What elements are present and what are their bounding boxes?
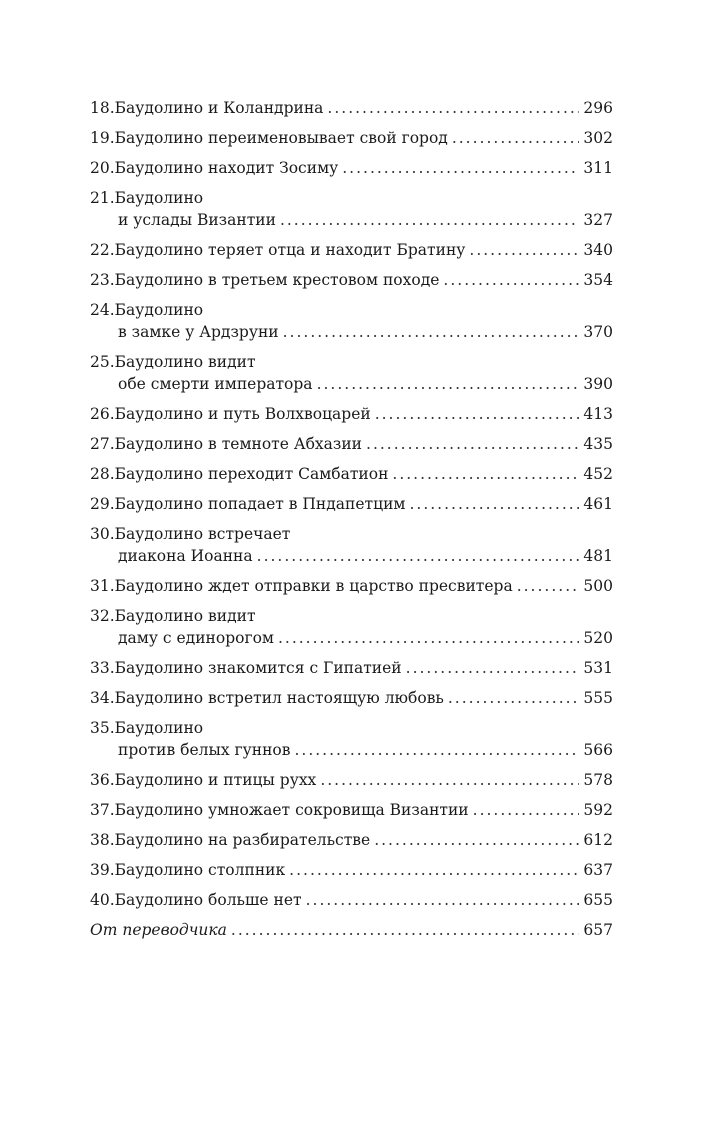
toc-entry[interactable] [90, 799, 613, 821]
dot-leader [257, 545, 580, 567]
toc-entry[interactable] [90, 769, 613, 791]
dot-leader [469, 239, 579, 261]
toc-entry-line [90, 127, 613, 149]
chapter-number: 38. [90, 831, 115, 849]
toc-entry-line [90, 351, 613, 373]
chapter-number: 23. [90, 271, 115, 289]
toc-entry[interactable] [90, 299, 613, 343]
toc-entry-line [90, 209, 613, 231]
page-number: 566 [583, 741, 613, 759]
chapter-title: Баудолино столпник [114, 861, 286, 879]
chapter-title: Баудолино встречает [114, 525, 291, 543]
page-number: 390 [583, 375, 613, 393]
chapter-number: 31. [90, 577, 115, 595]
dot-leader [342, 157, 579, 179]
dot-leader [374, 829, 579, 851]
chapter-title: Баудолино знакомится с Гипатией [114, 659, 402, 677]
page-number: 413 [583, 405, 613, 423]
page-number: 531 [583, 659, 613, 677]
toc-entry-line [90, 799, 613, 821]
chapter-number: 39. [90, 861, 115, 879]
dot-leader [306, 889, 580, 911]
chapter-number: 30. [90, 525, 115, 543]
toc-entry-line [90, 403, 613, 425]
chapter-number: 26. [90, 405, 115, 423]
chapter-number: 18. [90, 99, 115, 117]
dot-leader [283, 321, 580, 343]
chapter-title: Баудолино [114, 719, 204, 737]
toc-entry-line [90, 859, 613, 881]
toc-entry[interactable] [90, 493, 613, 515]
chapter-number: 22. [90, 241, 115, 259]
chapter-title: Баудолино видит [114, 353, 256, 371]
chapter-title: Баудолино умножает сокровища Византии [114, 801, 469, 819]
toc-entry[interactable] [90, 605, 613, 649]
page-number: 311 [583, 159, 613, 177]
toc-entry-line [90, 545, 613, 567]
toc-entry-line [90, 769, 613, 791]
toc-entry[interactable] [90, 463, 613, 485]
page-number: 327 [583, 211, 613, 229]
chapter-number: 24. [90, 301, 115, 319]
dot-leader [473, 799, 580, 821]
toc-entry-line [90, 687, 613, 709]
page-number: 657 [583, 921, 613, 939]
dot-leader [448, 687, 580, 709]
dot-leader [289, 859, 579, 881]
toc-entry-line [90, 889, 613, 911]
toc-entry-line [90, 299, 613, 321]
chapter-title: Баудолино ждет отправки в царство пресвитера [114, 577, 513, 595]
toc-entry[interactable] [90, 187, 613, 231]
toc-entry-line [90, 523, 613, 545]
dot-leader [294, 739, 579, 761]
chapter-number: 27. [90, 435, 115, 453]
toc-entry-line [90, 919, 613, 941]
toc-entry-line [90, 605, 613, 627]
dot-leader [517, 575, 580, 597]
dot-leader [280, 209, 579, 231]
toc-entry[interactable] [90, 239, 613, 261]
toc-entry-line [90, 463, 613, 485]
chapter-title: Баудолино и путь Волхвоцарей [114, 405, 371, 423]
toc-entry[interactable] [90, 829, 613, 851]
toc-entry-line [90, 739, 613, 761]
chapter-number: 20. [90, 159, 115, 177]
dot-leader [406, 657, 580, 679]
chapter-title: Баудолино в третьем крестовом походе [114, 271, 440, 289]
toc-entry[interactable] [90, 717, 613, 761]
toc-entry-line [90, 157, 613, 179]
page-number: 481 [583, 547, 613, 565]
page-number: 637 [583, 861, 613, 879]
dot-leader [327, 97, 579, 119]
chapter-title: Баудолино попадает в Пндапетцим [114, 495, 406, 513]
toc-entry[interactable] [90, 433, 613, 455]
toc-entry[interactable] [90, 859, 613, 881]
page-number: 612 [583, 831, 613, 849]
table-of-contents [90, 97, 613, 949]
chapter-title: обе смерти императора [118, 375, 313, 393]
chapter-number: 35. [90, 719, 115, 737]
toc-entry-line [90, 321, 613, 343]
dot-leader [317, 373, 580, 395]
toc-entry-line [90, 187, 613, 209]
chapter-title: Баудолино переходит Самбатион [114, 465, 389, 483]
chapter-title: Баудолино находит Зосиму [114, 159, 339, 177]
toc-entry-line [90, 239, 613, 261]
chapter-number: 21. [90, 189, 115, 207]
toc-entry-line [90, 657, 613, 679]
toc-entry-line [90, 433, 613, 455]
toc-entry[interactable] [90, 575, 613, 597]
toc-entry[interactable] [90, 657, 613, 679]
chapter-title: Баудолино [114, 301, 204, 319]
chapter-title: в замке у Ардзруни [118, 323, 279, 341]
page-number: 500 [583, 577, 613, 595]
dot-leader [278, 627, 579, 649]
chapter-number: 33. [90, 659, 115, 677]
page-number: 296 [583, 99, 613, 117]
chapter-title: Баудолино больше нет [114, 891, 302, 909]
toc-entry[interactable] [90, 97, 613, 119]
dot-leader [392, 463, 579, 485]
toc-entry-afterword[interactable] [90, 919, 613, 941]
chapter-title: Баудолино на разбирательстве [114, 831, 371, 849]
toc-entry[interactable] [90, 157, 613, 179]
toc-entry-line [90, 269, 613, 291]
dot-leader [443, 269, 579, 291]
chapter-title: диакона Иоанна [118, 547, 253, 565]
chapter-number: 34. [90, 689, 115, 707]
chapter-title: Баудолино и Коландрина [114, 99, 324, 117]
page-number: 370 [583, 323, 613, 341]
chapter-number: 37. [90, 801, 115, 819]
toc-entry-line [90, 717, 613, 739]
chapter-number: 40. [90, 891, 115, 909]
dot-leader [409, 493, 579, 515]
page-number: 461 [583, 495, 613, 513]
chapter-title: Баудолино видит [114, 607, 256, 625]
toc-entry[interactable] [90, 889, 613, 911]
afterword-title: От переводчика [90, 921, 227, 939]
page-number: 354 [583, 271, 613, 289]
toc-entry[interactable] [90, 523, 613, 567]
chapter-number: 19. [90, 129, 115, 147]
chapter-title: Баудолино и птицы рухх [114, 771, 317, 789]
chapter-title: Баудолино [114, 189, 204, 207]
chapter-number: 36. [90, 771, 115, 789]
toc-entry-line [90, 97, 613, 119]
toc-entry-line [90, 627, 613, 649]
dot-leader [231, 919, 580, 941]
chapter-number: 29. [90, 495, 115, 513]
page-number: 340 [583, 241, 613, 259]
toc-entry-line [90, 829, 613, 851]
chapter-title: Баудолино переименовывает свой город [114, 129, 448, 147]
toc-entry-line [90, 373, 613, 395]
chapter-number: 28. [90, 465, 115, 483]
toc-entry[interactable] [90, 269, 613, 291]
dot-leader [320, 769, 579, 791]
chapter-title: Баудолино теряет отца и находит Братину [114, 241, 466, 259]
toc-entry[interactable] [90, 351, 613, 395]
toc-entry[interactable] [90, 127, 613, 149]
page-number: 655 [583, 891, 613, 909]
page-number: 435 [583, 435, 613, 453]
page-number: 302 [583, 129, 613, 147]
dot-leader [375, 403, 580, 425]
chapter-title: Баудолино встретил настоящую любовь [114, 689, 444, 707]
chapter-title: Баудолино в темноте Абхазии [114, 435, 363, 453]
page-number: 520 [583, 629, 613, 647]
chapter-title: даму с единорогом [118, 629, 274, 647]
dot-leader [366, 433, 579, 455]
chapter-number: 25. [90, 353, 115, 371]
toc-entry-line [90, 575, 613, 597]
chapter-title: и услады Византии [118, 211, 276, 229]
toc-entry[interactable] [90, 687, 613, 709]
page-number: 578 [583, 771, 613, 789]
toc-entry-line [90, 493, 613, 515]
page-number: 452 [583, 465, 613, 483]
chapter-title: против белых гуннов [118, 741, 291, 759]
page-number: 555 [583, 689, 613, 707]
chapter-number: 32. [90, 607, 115, 625]
page-number: 592 [583, 801, 613, 819]
dot-leader [452, 127, 580, 149]
toc-entry[interactable] [90, 403, 613, 425]
